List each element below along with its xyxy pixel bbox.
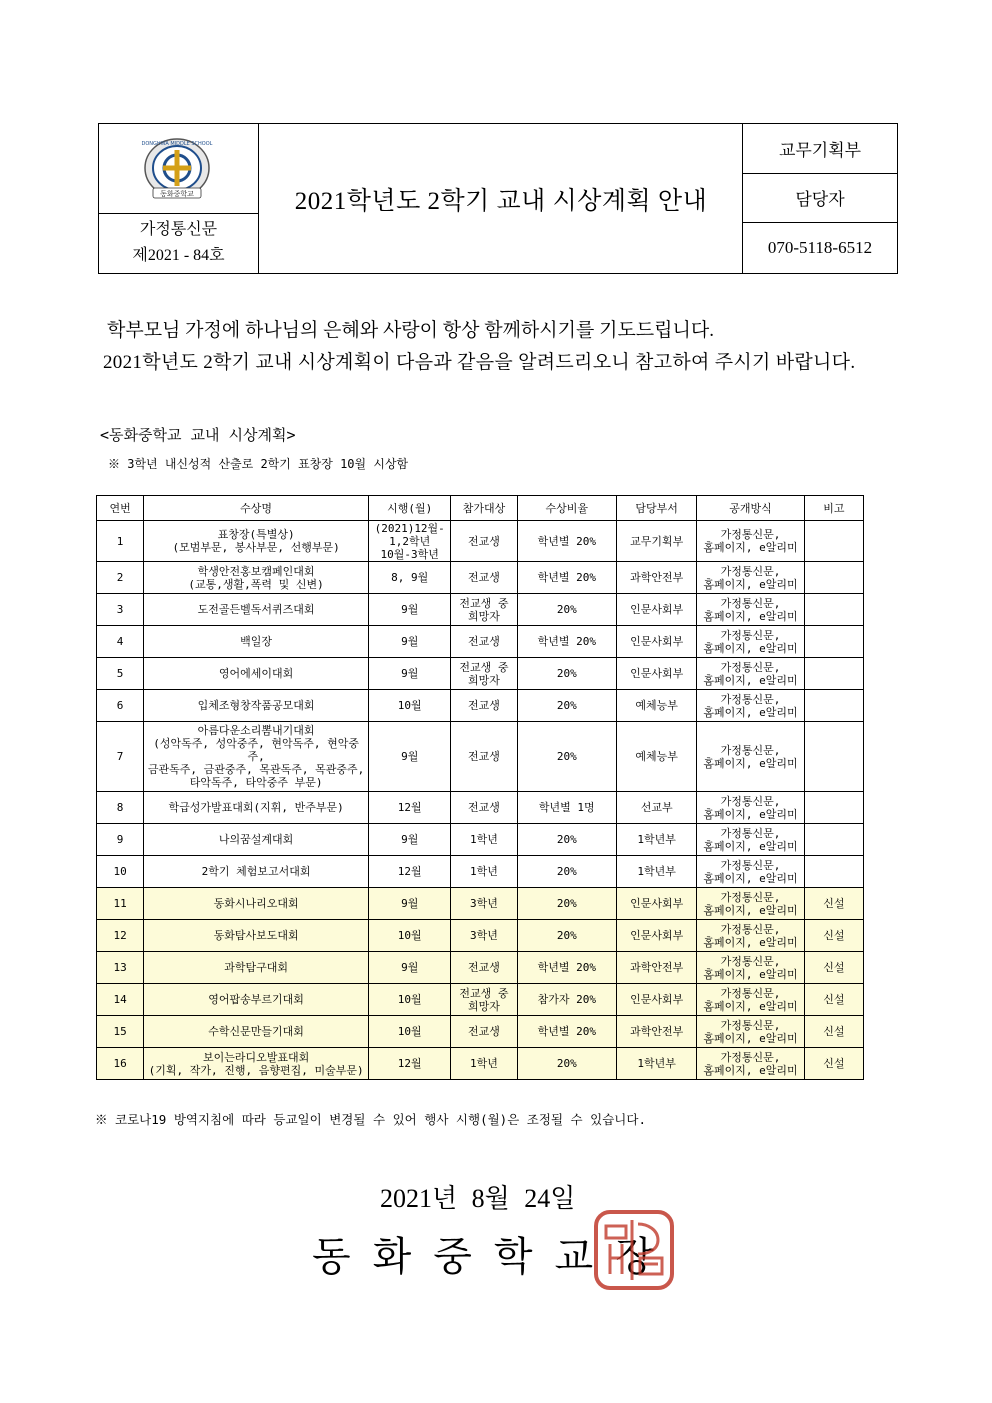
department: 교무기획부 bbox=[616, 521, 696, 562]
department: 1학년부 bbox=[616, 1048, 696, 1080]
award-ratio: 20% bbox=[517, 920, 616, 952]
row-number: 14 bbox=[97, 984, 144, 1016]
newsletter-label: 가정통신문 bbox=[139, 221, 218, 238]
table-row bbox=[97, 521, 864, 562]
participants: 전교생 중 희망자 bbox=[451, 658, 517, 690]
table-row bbox=[97, 594, 864, 626]
department: 예체능부 bbox=[616, 690, 696, 722]
schedule-month: (2021)12월- 1,2학년 10월-3학년 bbox=[369, 521, 451, 562]
schedule-month: 10월 bbox=[369, 690, 451, 722]
table-row bbox=[97, 984, 864, 1016]
publish-method: 가정통신문, 홈페이지, e알리미 bbox=[697, 521, 804, 562]
logo-cell bbox=[99, 124, 259, 214]
department: 인문사회부 bbox=[616, 984, 696, 1016]
award-ratio: 학년별 20% bbox=[517, 562, 616, 594]
remark bbox=[804, 594, 863, 626]
publish-method: 가정통신문, 홈페이지, e알리미 bbox=[697, 824, 804, 856]
publish-method: 가정통신문, 홈페이지, e알리미 bbox=[697, 658, 804, 690]
schedule-month: 9월 bbox=[369, 626, 451, 658]
contact-box bbox=[742, 124, 897, 273]
table-row bbox=[97, 792, 864, 824]
intro-line-1: 학부모님 가정에 하나님의 은혜와 사랑이 항상 함께하시기를 기도드립니다. bbox=[107, 320, 714, 341]
remark: 신설 bbox=[804, 1048, 863, 1080]
participants: 전교생 bbox=[451, 722, 517, 792]
row-number: 7 bbox=[97, 722, 144, 792]
table-row bbox=[97, 562, 864, 594]
schedule-month: 12월 bbox=[369, 792, 451, 824]
row-number: 6 bbox=[97, 690, 144, 722]
school-logo bbox=[139, 138, 215, 202]
newsletter-info bbox=[99, 214, 259, 273]
publish-method: 가정통신문, 홈페이지, e알리미 bbox=[697, 1016, 804, 1048]
contact-label: 담당자 bbox=[743, 174, 897, 224]
row-number: 11 bbox=[97, 888, 144, 920]
department: 인문사회부 bbox=[616, 626, 696, 658]
award-name: 영어에세이대회 bbox=[144, 658, 369, 690]
publish-method: 가정통신문, 홈페이지, e알리미 bbox=[697, 952, 804, 984]
participants: 전교생 bbox=[451, 521, 517, 562]
row-number: 16 bbox=[97, 1048, 144, 1080]
table-row bbox=[97, 658, 864, 690]
participants: 전교생 bbox=[451, 792, 517, 824]
award-ratio: 20% bbox=[517, 658, 616, 690]
remark: 신설 bbox=[804, 1016, 863, 1048]
award-name: 동화시나리오대회 bbox=[144, 888, 369, 920]
participants: 1학년 bbox=[451, 1048, 517, 1080]
award-ratio: 학년별 1명 bbox=[517, 792, 616, 824]
award-name: 표창장(특별상) (모범부문, 봉사부문, 선행부문) bbox=[144, 521, 369, 562]
award-ratio: 학년별 20% bbox=[517, 521, 616, 562]
department: 과학안전부 bbox=[616, 562, 696, 594]
participants: 전교생 bbox=[451, 952, 517, 984]
remark: 신설 bbox=[804, 984, 863, 1016]
column-header: 연번 bbox=[97, 496, 144, 521]
row-number: 12 bbox=[97, 920, 144, 952]
award-plan-table bbox=[96, 495, 864, 1080]
table-row bbox=[97, 824, 864, 856]
publish-method: 가정통신문, 홈페이지, e알리미 bbox=[697, 1048, 804, 1080]
table-header-row bbox=[97, 496, 864, 521]
award-name: 입체조형창작품공모대회 bbox=[144, 690, 369, 722]
publish-method: 가정통신문, 홈페이지, e알리미 bbox=[697, 888, 804, 920]
award-ratio: 학년별 20% bbox=[517, 1016, 616, 1048]
issue-number: 제2021 - 84호 bbox=[132, 247, 225, 264]
award-name: 나의꿈설계대회 bbox=[144, 824, 369, 856]
remark bbox=[804, 824, 863, 856]
department: 인문사회부 bbox=[616, 888, 696, 920]
award-ratio: 학년별 20% bbox=[517, 952, 616, 984]
remark: 신설 bbox=[804, 888, 863, 920]
participants: 1학년 bbox=[451, 856, 517, 888]
award-name: 학급성가발표대회(지휘, 반주부문) bbox=[144, 792, 369, 824]
award-ratio: 20% bbox=[517, 1048, 616, 1080]
remark bbox=[804, 690, 863, 722]
section-title: <동화중학교 교내 시상계획> bbox=[100, 426, 296, 444]
table-body bbox=[97, 521, 864, 1080]
department: 1학년부 bbox=[616, 824, 696, 856]
department: 인문사회부 bbox=[616, 920, 696, 952]
logo-ring-text: DONGHWA MIDDLE SCHOOL bbox=[141, 141, 213, 147]
logo-banner-text: 동화중학교 bbox=[160, 190, 194, 198]
row-number: 8 bbox=[97, 792, 144, 824]
participants: 3학년 bbox=[451, 920, 517, 952]
participants: 전교생 bbox=[451, 626, 517, 658]
section-note: ※ 3학년 내신성적 산출로 2학기 표창장 10월 시상함 bbox=[108, 457, 409, 471]
row-number: 9 bbox=[97, 824, 144, 856]
publish-method: 가정통신문, 홈페이지, e알리미 bbox=[697, 562, 804, 594]
school-principal: 동화중학교장 bbox=[312, 1234, 676, 1280]
award-name: 백일장 bbox=[144, 626, 369, 658]
row-number: 2 bbox=[97, 562, 144, 594]
table-row bbox=[97, 1048, 864, 1080]
award-ratio: 20% bbox=[517, 594, 616, 626]
row-number: 10 bbox=[97, 856, 144, 888]
publish-method: 가정통신문, 홈페이지, e알리미 bbox=[697, 722, 804, 792]
column-header: 시행(월) bbox=[369, 496, 451, 521]
schedule-month: 10월 bbox=[369, 1016, 451, 1048]
publish-method: 가정통신문, 홈페이지, e알리미 bbox=[697, 626, 804, 658]
schedule-month: 10월 bbox=[369, 920, 451, 952]
remark bbox=[804, 626, 863, 658]
intro-line-2: 2021학년도 2학기 교내 시상계획이 다음과 같음을 알려드리오니 참고하여 주시기 바랍니다. bbox=[103, 352, 856, 373]
table-row bbox=[97, 952, 864, 984]
remark bbox=[804, 722, 863, 792]
remark bbox=[804, 658, 863, 690]
department: 선교부 bbox=[616, 792, 696, 824]
department: 과학안전부 bbox=[616, 1016, 696, 1048]
award-ratio: 20% bbox=[517, 690, 616, 722]
participants: 전교생 중 희망자 bbox=[451, 594, 517, 626]
award-ratio: 20% bbox=[517, 888, 616, 920]
schedule-month: 9월 bbox=[369, 594, 451, 626]
remark bbox=[804, 856, 863, 888]
award-ratio: 참가자 20% bbox=[517, 984, 616, 1016]
award-name: 영어팝송부르기대회 bbox=[144, 984, 369, 1016]
award-ratio: 학년별 20% bbox=[517, 626, 616, 658]
row-number: 1 bbox=[97, 521, 144, 562]
award-name: 동화탐사보도대회 bbox=[144, 920, 369, 952]
table-row bbox=[97, 856, 864, 888]
publish-method: 가정통신문, 홈페이지, e알리미 bbox=[697, 920, 804, 952]
row-number: 3 bbox=[97, 594, 144, 626]
column-header: 수상비율 bbox=[517, 496, 616, 521]
table-row bbox=[97, 888, 864, 920]
department: 교무기획부 bbox=[743, 124, 897, 174]
award-name: 수학신문만들기대회 bbox=[144, 1016, 369, 1048]
schedule-month: 9월 bbox=[369, 824, 451, 856]
remark: 신설 bbox=[804, 920, 863, 952]
column-header: 비고 bbox=[804, 496, 863, 521]
schedule-month: 9월 bbox=[369, 658, 451, 690]
issue-date: 2021년 8월 24일 bbox=[380, 1184, 576, 1213]
department: 예체능부 bbox=[616, 722, 696, 792]
column-header: 공개방식 bbox=[697, 496, 804, 521]
department: 과학안전부 bbox=[616, 952, 696, 984]
principal-seal bbox=[592, 1208, 676, 1292]
award-name: 학생안전홍보캠페인대회 (교통,생활,폭력 및 신변) bbox=[144, 562, 369, 594]
table-row bbox=[97, 690, 864, 722]
award-name: 아름다운소리뽐내기대회 (성악독주, 성악중주, 현악독주, 현악중주, 금관독주, 금관중주, 목관독주, 목관중주, 타악독주, 타악중주 부문) bbox=[144, 722, 369, 792]
row-number: 13 bbox=[97, 952, 144, 984]
page-title: 2021학년도 2학기 교내 시상계획 안내 bbox=[294, 187, 708, 215]
column-header: 담당부서 bbox=[616, 496, 696, 521]
schedule-month: 12월 bbox=[369, 1048, 451, 1080]
schedule-month: 9월 bbox=[369, 952, 451, 984]
schedule-month: 10월 bbox=[369, 984, 451, 1016]
award-ratio: 20% bbox=[517, 722, 616, 792]
row-number: 5 bbox=[97, 658, 144, 690]
footer-note: ※ 코로나19 방역지침에 따라 등교일이 변경될 수 있어 행사 시행(월)은 조정될 수 있습니다. bbox=[95, 1112, 646, 1127]
participants: 전교생 bbox=[451, 1016, 517, 1048]
participants: 전교생 bbox=[451, 562, 517, 594]
participants: 전교생 bbox=[451, 690, 517, 722]
schedule-month: 9월 bbox=[369, 888, 451, 920]
award-name: 2학기 체험보고서대회 bbox=[144, 856, 369, 888]
table-row bbox=[97, 626, 864, 658]
table-row bbox=[97, 920, 864, 952]
publish-method: 가정통신문, 홈페이지, e알리미 bbox=[697, 856, 804, 888]
participants: 3학년 bbox=[451, 888, 517, 920]
remark bbox=[804, 521, 863, 562]
remark: 신설 bbox=[804, 952, 863, 984]
schedule-month: 12월 bbox=[369, 856, 451, 888]
row-number: 4 bbox=[97, 626, 144, 658]
award-ratio: 20% bbox=[517, 856, 616, 888]
phone-number: 070-5118-6512 bbox=[767, 237, 873, 257]
table-row bbox=[97, 1016, 864, 1048]
header-box bbox=[98, 123, 898, 274]
schedule-month: 8, 9월 bbox=[369, 562, 451, 594]
column-header: 참가대상 bbox=[451, 496, 517, 521]
column-header: 수상명 bbox=[144, 496, 369, 521]
department: 1학년부 bbox=[616, 856, 696, 888]
publish-method: 가정통신문, 홈페이지, e알리미 bbox=[697, 984, 804, 1016]
publish-method: 가정통신문, 홈페이지, e알리미 bbox=[697, 792, 804, 824]
publish-method: 가정통신문, 홈페이지, e알리미 bbox=[697, 594, 804, 626]
participants: 1학년 bbox=[451, 824, 517, 856]
award-name: 보이는라디오발표대회 (기획, 작가, 진행, 음향편집, 미술부문) bbox=[144, 1048, 369, 1080]
publish-method: 가정통신문, 홈페이지, e알리미 bbox=[697, 690, 804, 722]
department: 인문사회부 bbox=[616, 658, 696, 690]
participants: 전교생 중 희망자 bbox=[451, 984, 517, 1016]
remark bbox=[804, 562, 863, 594]
department: 인문사회부 bbox=[616, 594, 696, 626]
remark bbox=[804, 792, 863, 824]
schedule-month: 9월 bbox=[369, 722, 451, 792]
award-name: 과학탐구대회 bbox=[144, 952, 369, 984]
row-number: 15 bbox=[97, 1016, 144, 1048]
table-row bbox=[97, 722, 864, 792]
award-name: 도전골든벨독서퀴즈대회 bbox=[144, 594, 369, 626]
award-ratio: 20% bbox=[517, 824, 616, 856]
